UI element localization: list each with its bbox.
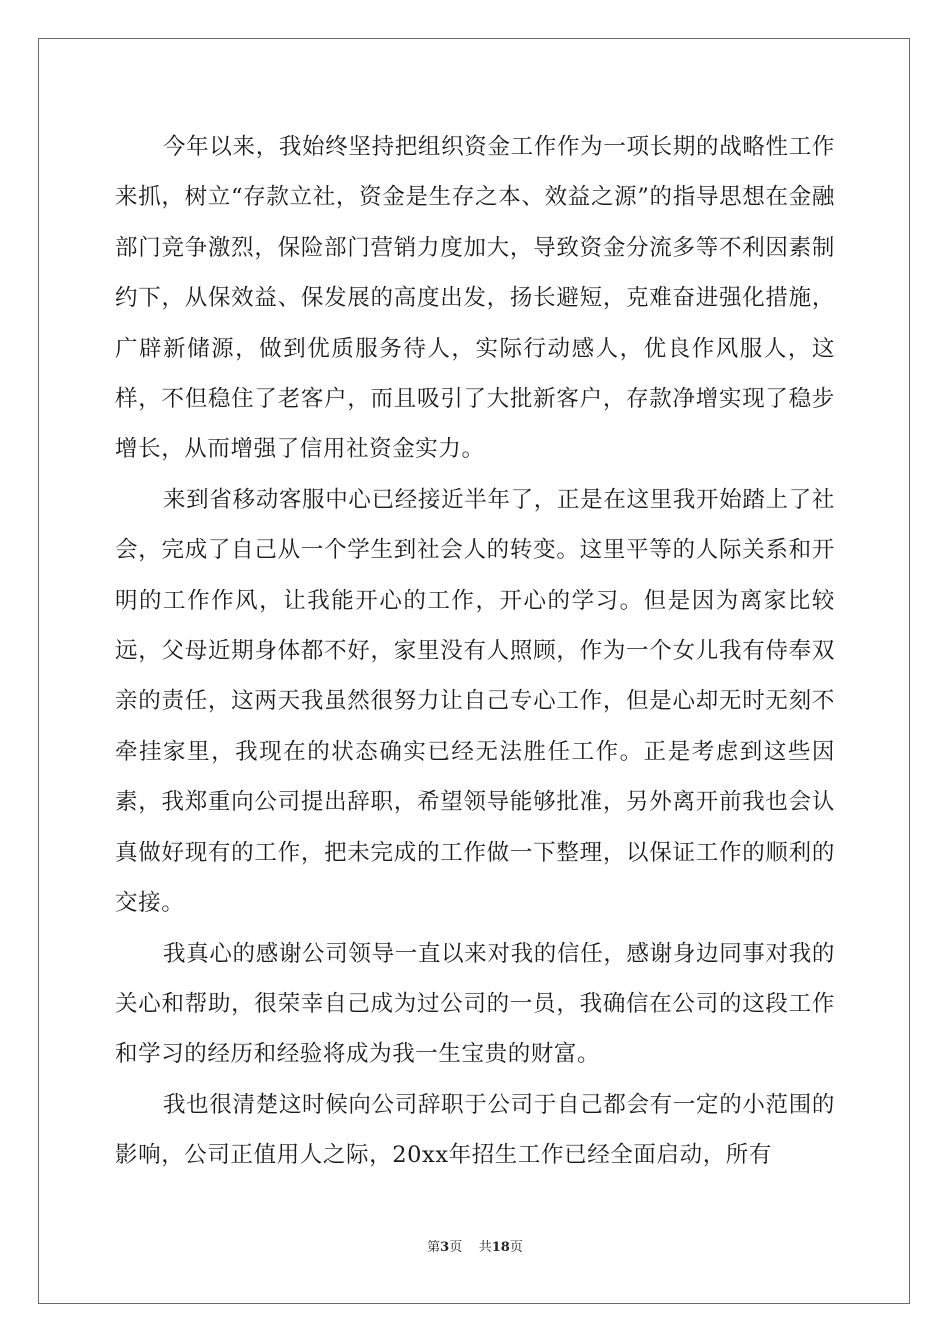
paragraph-4: 我也很清楚这时候向公司辞职于公司于自己都会有一定的小范围的影响，公司正值用人之际，20xx年招生工作已经全面启动，所有 <box>115 1091 835 1169</box>
document-body <box>115 122 835 1181</box>
page-unit: 页 <box>449 1240 463 1255</box>
paragraph-1: 今年以来，我始终坚持把组织资金工作作为一项长期的战略性工作来抓，树立“存款立社，资金是生存之本、效益之源”的指导思想在金融部门竞争激烈，保险部门营销力度加大，导致资金分流多等不利因素制约下，从保效益、保发展的高度出发，扬长避短，克难奋进强化措施，广辟新储源，做到优质服务待人，实际行动感人，优良作风服人，这样，不但稳住了老客户，而且吸引了大批新客户，存款净增实现了稳步增长，从而增强了信用社资金实力。 <box>115 134 835 463</box>
total-pages: 18 <box>491 1240 510 1255</box>
total-unit: 页 <box>509 1240 523 1255</box>
page-footer <box>0 1236 950 1255</box>
paragraph-2: 来到省移动客服中心已经接近半年了，正是在这里我开始踏上了社会，完成了自己从一个学生到社会人的转变。这里平等的人际关系和开明的工作作风，让我能开心的工作，开心的学习。但是因为离家比较远，父母近期身体都不好，家里没有人照顾，作为一个女儿我有侍奉双亲的责任，这两天我虽然很努力让自己专心工作，但是心却无时无刻不牵挂家里，我现在的状态确实已经无法胜任工作。正是考虑到这些因素，我郑重向公司提出辞职，希望领导能够批准，另外离开前我也会认真做好现有的工作，把未完成的工作做一下整理，以保证工作的顺利的交接。 <box>115 486 835 917</box>
total-prefix: 共 <box>478 1240 492 1255</box>
paragraph-3: 我真心的感谢公司领导一直以来对我的信任，感谢身边同事对我的关心和帮助，很荣幸自己成为过公司的一员，我确信在公司的这段工作和学习的经历和经验将成为我一生宝贵的财富。 <box>115 940 835 1068</box>
page-prefix: 第 <box>427 1240 441 1255</box>
page-number: 3 <box>440 1240 450 1255</box>
